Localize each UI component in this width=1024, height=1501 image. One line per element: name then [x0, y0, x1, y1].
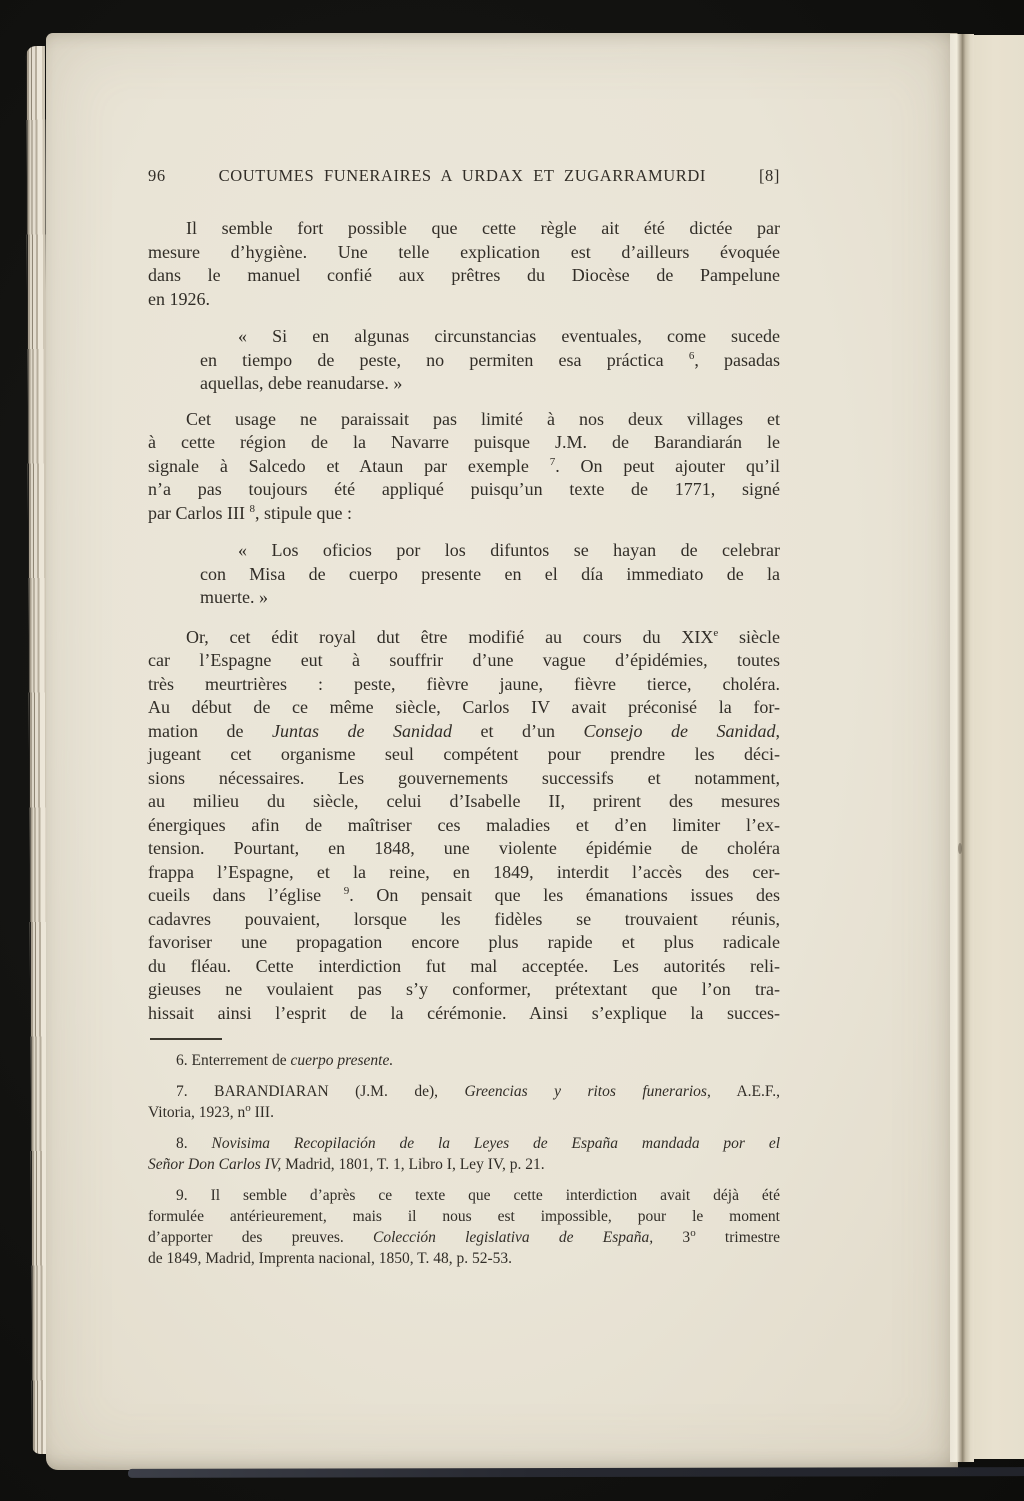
footnote	[148, 1050, 780, 1071]
text-line: Or, cet édit royal dut être modifié au cours du XIXe siècle	[186, 626, 780, 647]
text-line: Au début de ce même siècle, Carlos IV avait préconisé la for-	[148, 697, 780, 717]
text-line: très meurtrières : peste, fièvre jaune, fièvre tierce, choléra.	[148, 673, 780, 694]
text-line: gieuses ne voulaient pas s’y conformer, prétextant que l’on tra-	[148, 979, 780, 999]
text-line: frappa l’Espagne, et la reine, en 1849, interdit l’accès des cer-	[148, 861, 780, 882]
footnote	[148, 1133, 780, 1175]
running-header	[148, 166, 780, 186]
footnote-line: Señor Don Carlos IV, Madrid, 1801, T. 1, Libro I, Ley IV, p. 21.	[148, 1156, 545, 1173]
text-line: cadavres pouvaient, lorsque les fidèles se trouvaient réunis,	[148, 908, 780, 929]
text-line: con Misa de cuerpo presente en el día immediato de la	[200, 563, 780, 584]
text-line: favoriser une propagation encore plus rapide et plus radicale	[148, 932, 780, 952]
footnote	[148, 1081, 780, 1123]
text-line: en tiempo de peste, no permiten esa práctica $^6$, pasadas	[200, 349, 780, 370]
footnote-line: 7. BARANDIARAN (J.M. de), Greencias y ritos funerarios, A.E.F.,	[176, 1083, 780, 1100]
footnote-line: 9. Il semble d’après ce texte que cette interdiction avait déjà été	[176, 1187, 780, 1204]
text-line: aquellas, debe reanudarse. »	[200, 373, 403, 393]
footnote-line: 6. Enterrement de cuerpo presente.	[176, 1052, 394, 1069]
footnote	[148, 1185, 780, 1269]
text-line: Cet usage ne paraissait pas limité à nos deux villages et	[186, 408, 780, 429]
header-title: COUTUMES FUNERAIRES A URDAX ET ZUGARRAMURDI	[218, 166, 706, 185]
text-line: dans le manuel confié aux prêtres du Diocèse de Pampelune	[148, 265, 780, 285]
text-line: mesure d’hygiène. Une telle explication est d’ailleurs évoquée	[148, 241, 780, 262]
footnote-line: formulée antérieurement, mais il nous est impossible, pour le moment	[148, 1208, 780, 1225]
text-line: hissait ainsi l’esprit de la cérémonie. Ainsi s’explique la succes-	[148, 1002, 780, 1023]
body-text	[148, 217, 780, 1025]
footnote-line: 8. Novisima Recopilación de la Leyes de España mandada por el	[176, 1135, 780, 1152]
header-issue-number: [8]	[758, 166, 780, 185]
text-line: « Los oficios por los difuntos se hayan de celebrar	[238, 540, 780, 560]
text-line: « Si en algunas circunstancias eventuales, come sucede	[238, 326, 780, 346]
footnotes-section	[148, 1050, 780, 1269]
text-line: mation de Juntas de Sanidad et d’un Consejo de Sanidad,	[148, 720, 780, 741]
text-line: à cette région de la Navarre puisque J.M. de Barandiarán le	[148, 432, 780, 452]
footnote-line: de 1849, Madrid, Imprenta nacional, 1850, T. 48, p. 52-53.	[148, 1250, 513, 1267]
text-line: du fléau. Cette interdiction fut mal acceptée. Les autorités reli-	[148, 955, 780, 976]
text-line: cueils dans l’église $^9$. On pensait que les émanations issues des	[148, 885, 780, 905]
text-line: énergiques afin de maîtriser ces maladies et d’en limiter l’ex-	[148, 814, 780, 835]
body-paragraph	[148, 217, 780, 311]
book-gutter	[950, 34, 974, 1462]
text-line: en 1926.	[148, 288, 210, 309]
facing-page-edge	[974, 35, 1024, 1459]
text-column	[148, 166, 780, 1269]
text-line: muerte. »	[200, 587, 268, 607]
body-paragraph	[148, 626, 780, 1026]
text-line: Il semble fort possible que cette règle ait été dictée par	[186, 218, 780, 238]
book-board-edge	[128, 1467, 1024, 1478]
block-quote	[200, 325, 780, 396]
text-line: n’a pas toujours été appliqué puisqu’un texte de 1771, signé	[148, 479, 780, 499]
block-quote	[200, 539, 780, 610]
text-line: par Carlos III $^8$, stipule que :	[148, 502, 352, 523]
footnote-line: Vitoria, 1923, $n^o$ III.	[148, 1101, 274, 1121]
body-paragraph	[148, 408, 780, 526]
footnote-line: d’apporter des preuves. Colección legislativa de España, 3$^o$ trimestre	[148, 1226, 781, 1246]
page-number: 96	[148, 166, 166, 185]
text-line: tension. Pourtant, en 1848, une violente épidémie de choléra	[148, 838, 780, 858]
text-line: signale à Salcedo et Ataun par exemple $^7$. On peut ajouter qu’il	[148, 455, 780, 476]
text-line: jugeant cet organisme seul compétent pour prendre les déci-	[148, 744, 780, 764]
footnote-separator	[150, 1038, 222, 1040]
text-line: sions nécessaires. Les gouvernements successifs et notamment,	[148, 767, 780, 788]
scan-artifact	[958, 843, 962, 854]
text-line: au milieu du siècle, celui d’Isabelle II, prirent des mesures	[148, 791, 780, 811]
text-line: car l’Espagne eut à souffrir d’une vague d’épidémies, toutes	[148, 650, 780, 670]
